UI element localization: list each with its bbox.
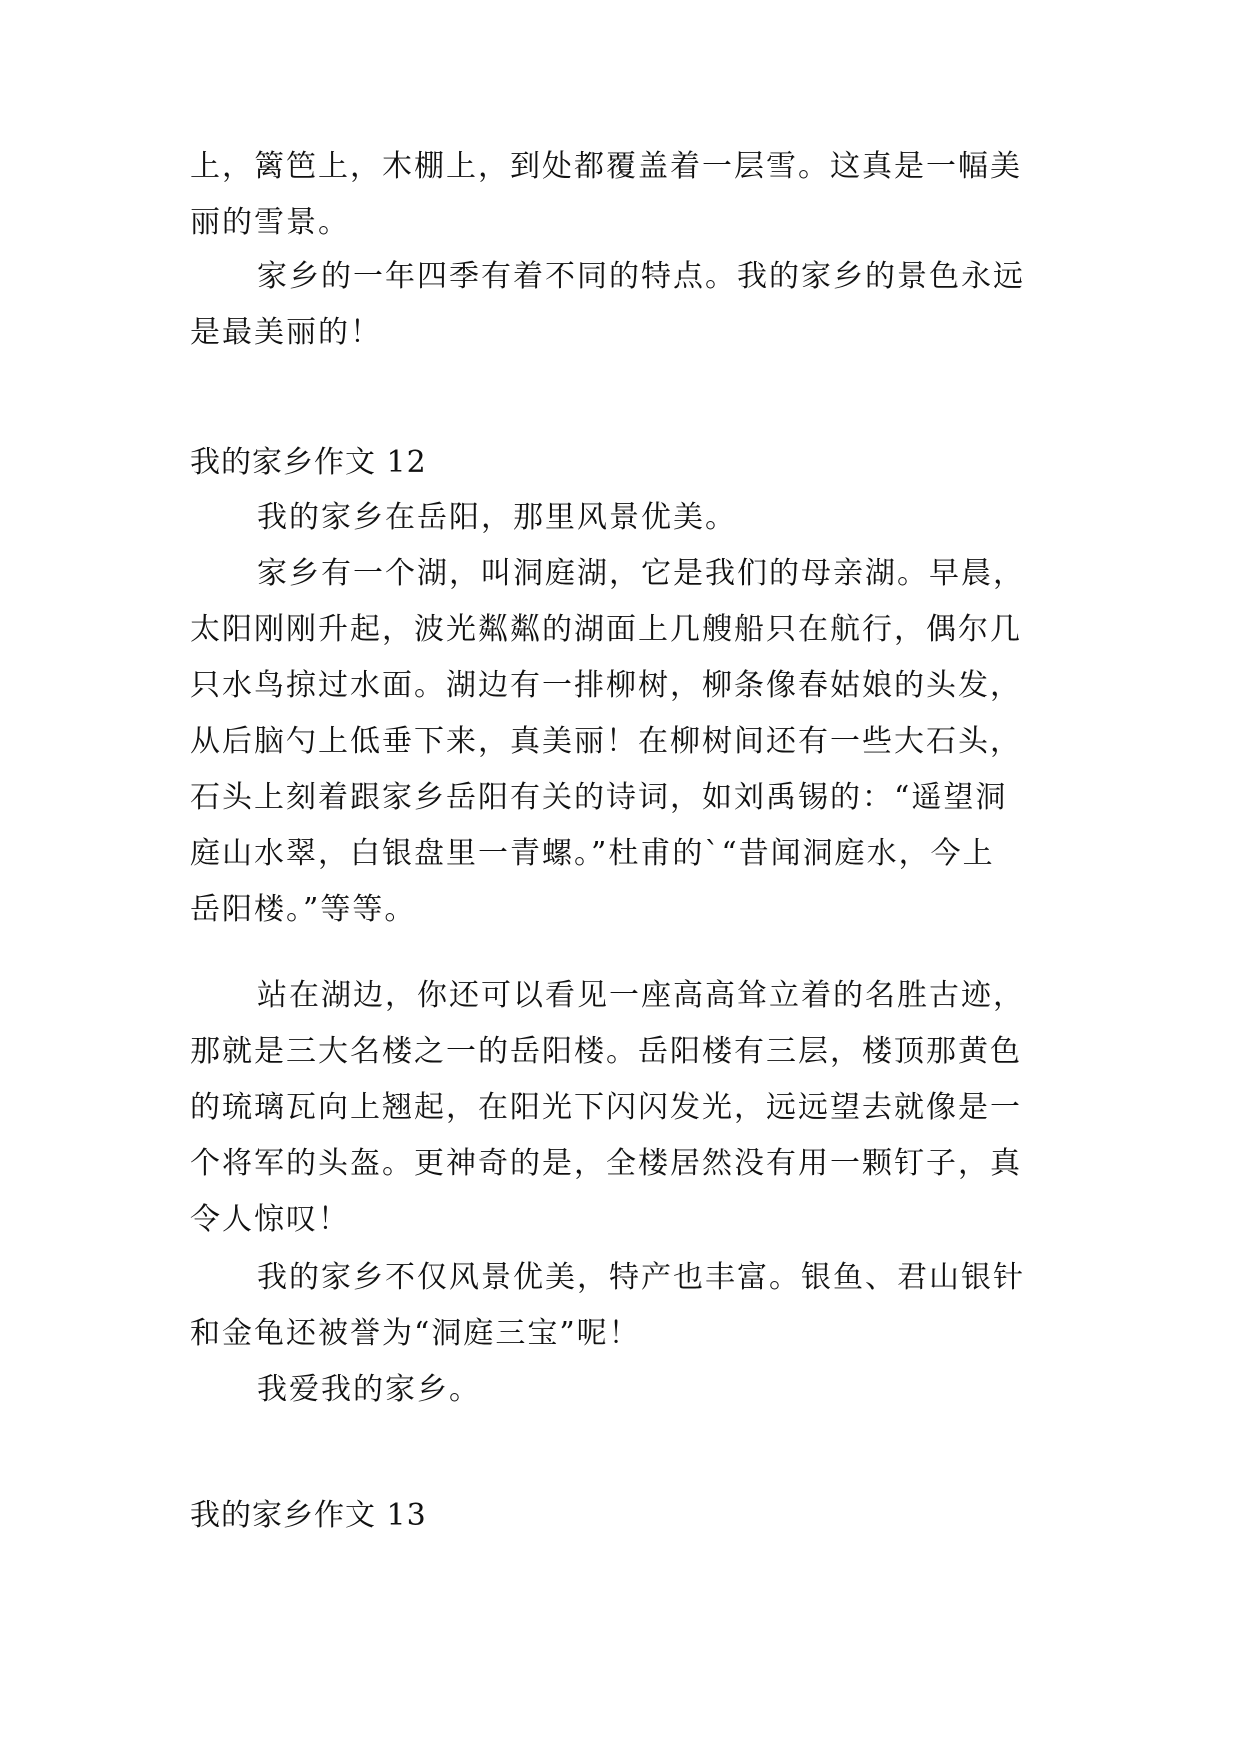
paragraph-line: 石头上刻着跟家乡岳阳有关的诗词，如刘禹锡的：“遥望洞 (190, 780, 1008, 815)
paragraph-line: 我的家乡不仅风景优美，特产也丰富。银鱼、君山银针 (257, 1260, 1025, 1295)
paragraph-line: 庭山水翠，白银盘里一青螺。”杜甫的`“昔闻洞庭水，今上 (190, 836, 995, 871)
paragraph-line: 的琉璃瓦向上翘起，在阳光下闪闪发光，远远望去就像是一 (190, 1090, 1022, 1125)
paragraph-line: 和金龟还被誉为“洞庭三宝”呢！ (190, 1316, 641, 1351)
paragraph-line: 令人惊叹！ (190, 1202, 350, 1237)
paragraph-line: 家乡的一年四季有着不同的特点。我的家乡的景色永远 (257, 259, 1025, 294)
paragraph-line: 那就是三大名楼之一的岳阳楼。岳阳楼有三层，楼顶那黄色 (190, 1034, 1022, 1069)
paragraph-line: 家乡有一个湖，叫洞庭湖，它是我们的母亲湖。早晨， (257, 556, 1025, 591)
paragraph-line: 上，篱笆上，木棚上，到处都覆盖着一层雪。这真是一幅美 (190, 149, 1022, 184)
paragraph-line: 从后脑勺上低垂下来，真美丽！在柳树间还有一些大石头， (190, 724, 1022, 759)
paragraph-line: 岳阳楼。”等等。 (190, 892, 417, 927)
paragraph-line: 我的家乡在岳阳，那里风景优美。 (257, 500, 737, 535)
paragraph-line: 个将军的头盔。更神奇的是，全楼居然没有用一颗钉子，真 (190, 1146, 1022, 1181)
essay-title: 我的家乡作文 13 (190, 1498, 427, 1533)
essay-title: 我的家乡作文 12 (190, 445, 427, 480)
paragraph-line: 太阳刚刚升起，波光粼粼的湖面上几艘船只在航行，偶尔几 (190, 612, 1022, 647)
paragraph-line: 只水鸟掠过水面。湖边有一排柳树，柳条像春姑娘的头发， (190, 668, 1022, 703)
paragraph-line: 丽的雪景。 (190, 205, 350, 240)
paragraph-line: 是最美丽的！ (190, 315, 382, 350)
paragraph-line: 我爱我的家乡。 (257, 1372, 481, 1407)
paragraph-line: 站在湖边，你还可以看见一座高高耸立着的名胜古迹， (257, 978, 1025, 1013)
